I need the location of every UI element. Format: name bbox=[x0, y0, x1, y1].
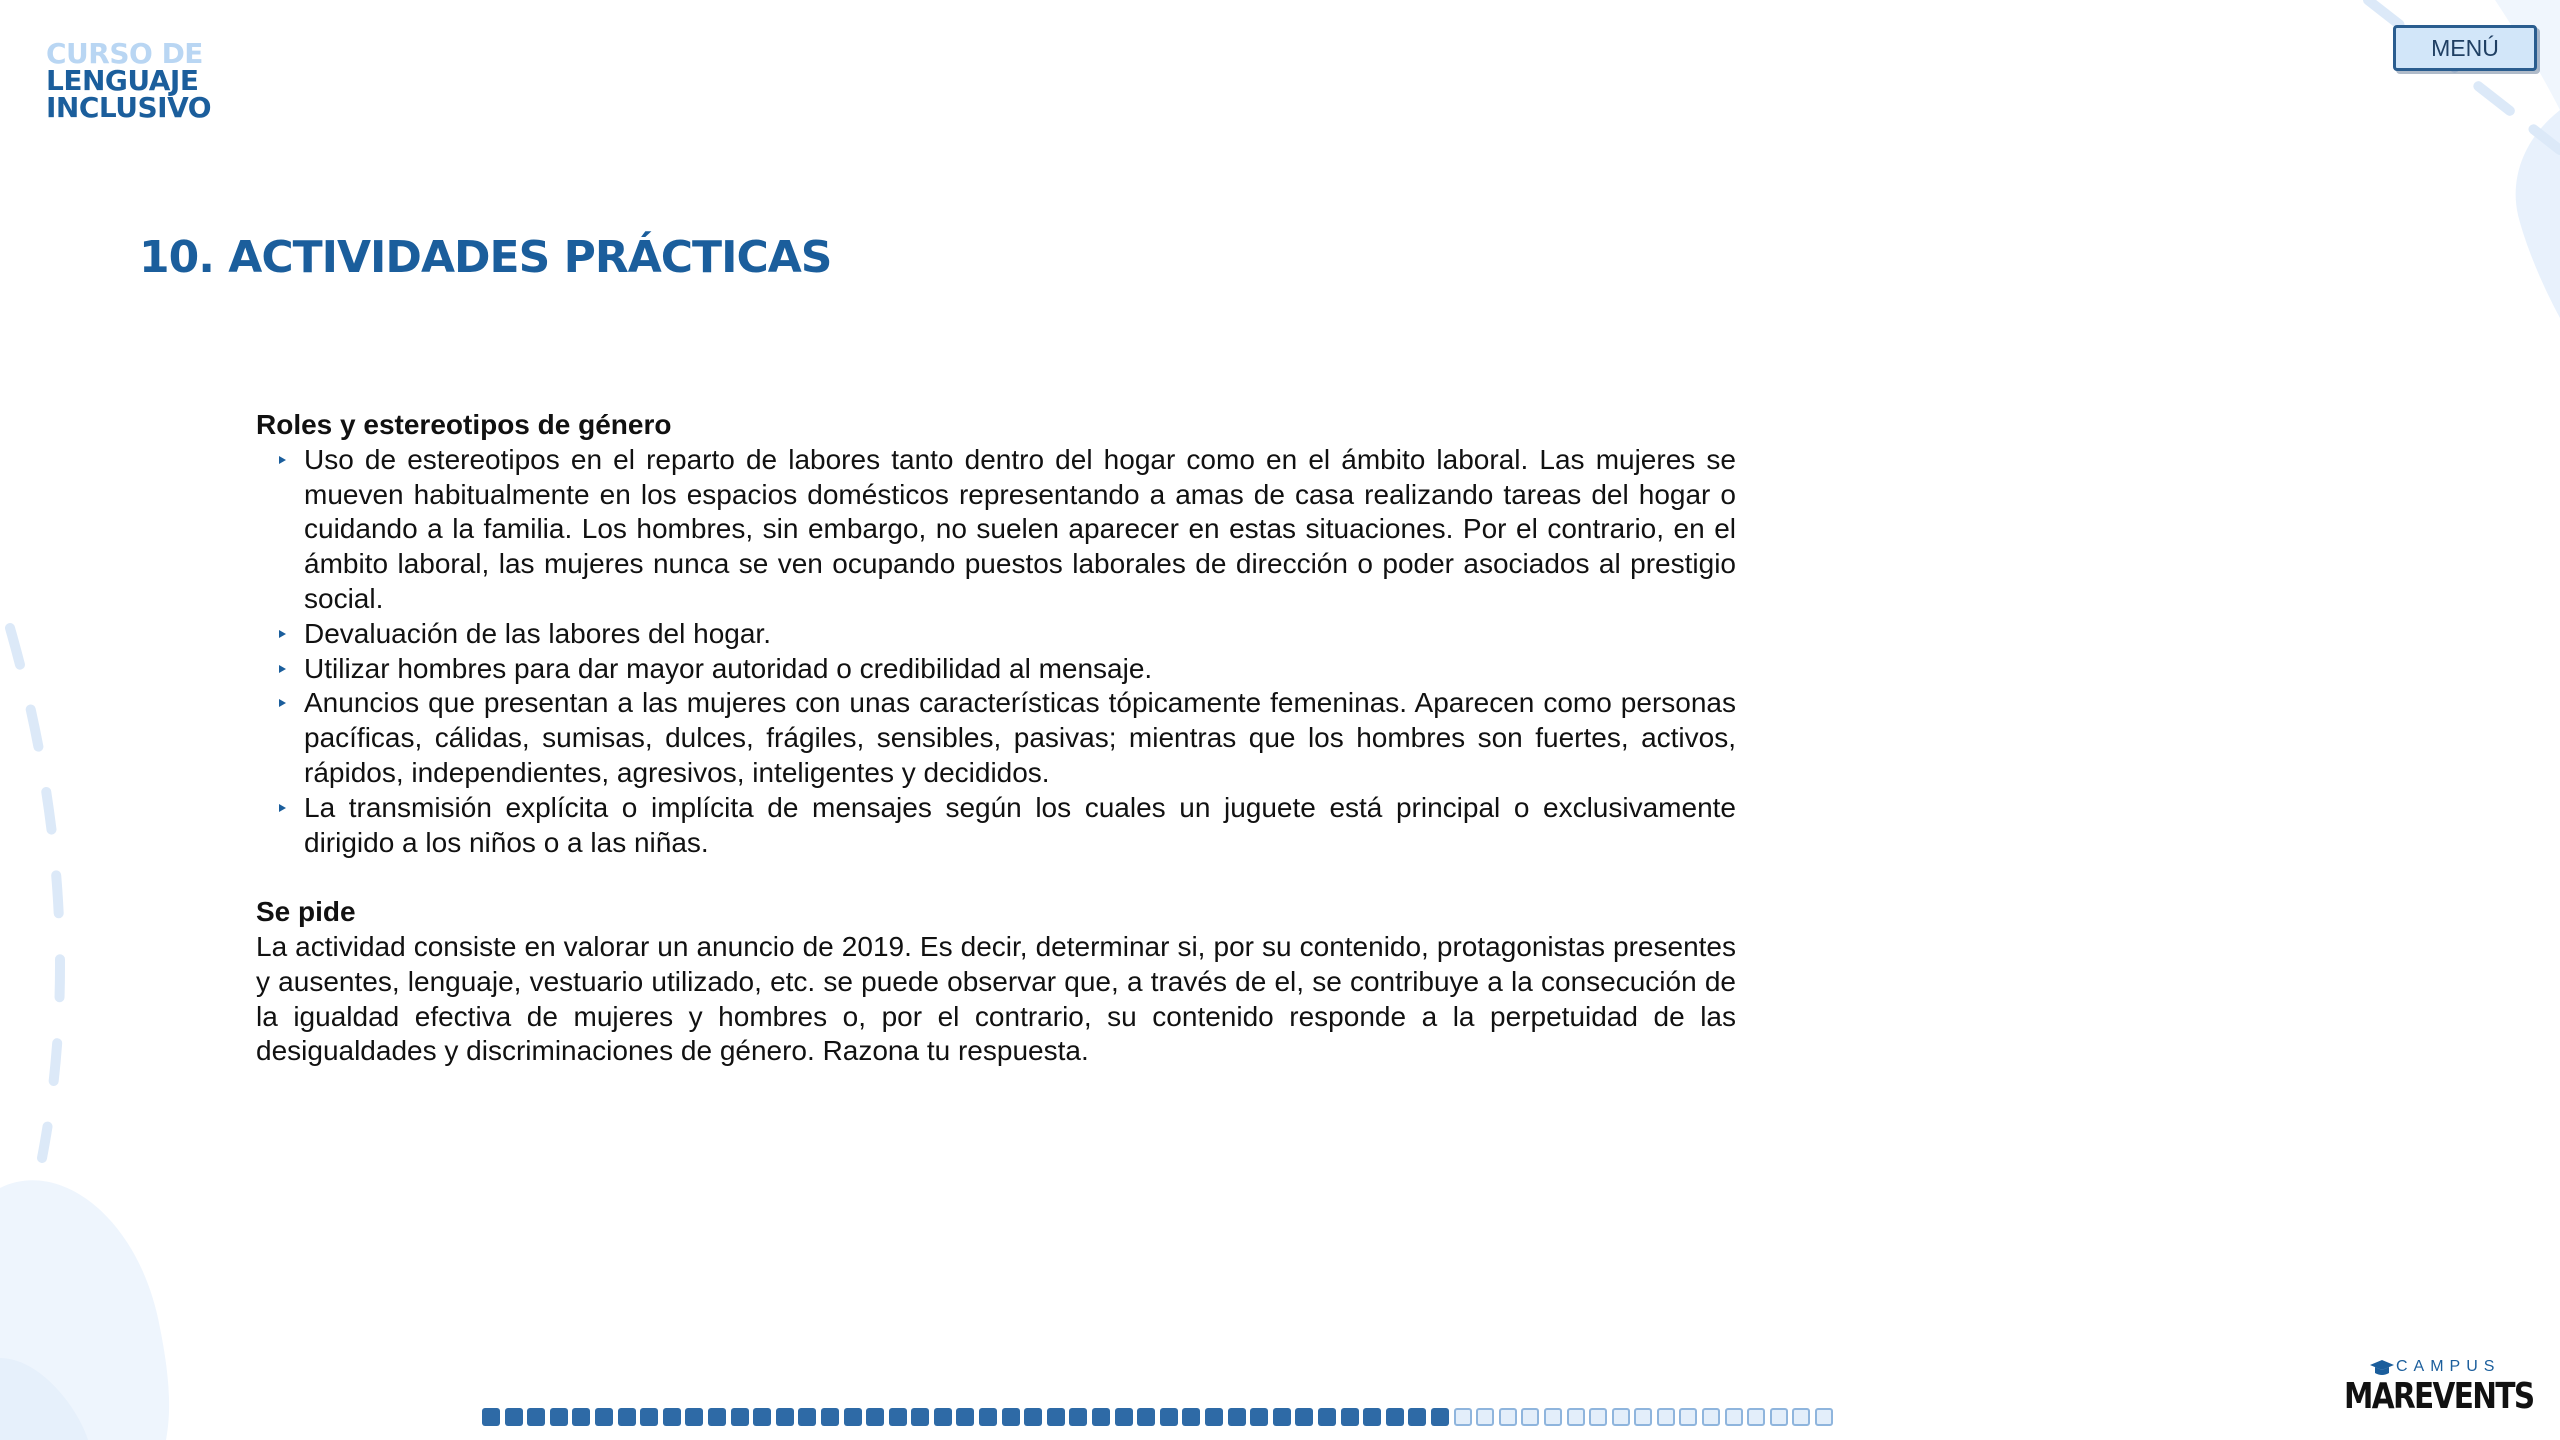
decor-left bbox=[0, 618, 200, 1440]
progress-segment[interactable] bbox=[1567, 1408, 1585, 1426]
course-logo-line3: INCLUSIVO bbox=[46, 91, 212, 124]
progress-segment[interactable] bbox=[1589, 1408, 1607, 1426]
progress-segment[interactable] bbox=[1047, 1408, 1065, 1426]
progress-segment[interactable] bbox=[1069, 1408, 1087, 1426]
list-item bbox=[304, 617, 1736, 652]
progress-segment[interactable] bbox=[482, 1408, 500, 1426]
list-item-text: Utilizar hombres para dar mayor autoridad o credibilidad al mensaje. bbox=[304, 652, 1153, 684]
progress-segment[interactable] bbox=[1499, 1408, 1517, 1426]
progress-segment[interactable] bbox=[572, 1408, 590, 1426]
progress-segment[interactable] bbox=[1341, 1408, 1359, 1426]
progress-segment[interactable] bbox=[1747, 1408, 1765, 1426]
progress-segment[interactable] bbox=[1454, 1408, 1472, 1426]
progress-segment[interactable] bbox=[776, 1408, 794, 1426]
progress-segment[interactable] bbox=[934, 1408, 952, 1426]
progress-segment[interactable] bbox=[1657, 1408, 1675, 1426]
list-item bbox=[304, 686, 1736, 790]
course-logo-line1: CURSO DE bbox=[46, 37, 203, 70]
page-title: 10. ACTIVIDADES PRÁCTICAS bbox=[139, 232, 832, 283]
progress-segment[interactable] bbox=[1725, 1408, 1743, 1426]
progress-segment[interactable] bbox=[1137, 1408, 1155, 1426]
progress-segment[interactable] bbox=[1612, 1408, 1630, 1426]
logo-marevents-text: MAREVENTS bbox=[2344, 1376, 2534, 1417]
progress-segment[interactable] bbox=[1250, 1408, 1268, 1426]
progress-segment[interactable] bbox=[1679, 1408, 1697, 1426]
progress-segment[interactable] bbox=[1205, 1408, 1223, 1426]
progress-segment[interactable] bbox=[708, 1408, 726, 1426]
progress-segment[interactable] bbox=[798, 1408, 816, 1426]
progress-segment[interactable] bbox=[1544, 1408, 1562, 1426]
progress-segment[interactable] bbox=[731, 1408, 749, 1426]
progress-segment[interactable] bbox=[1431, 1408, 1449, 1426]
stereotypes-list bbox=[256, 443, 1736, 861]
progress-segment[interactable] bbox=[1363, 1408, 1381, 1426]
bullet-icon bbox=[279, 665, 286, 673]
bullet-icon bbox=[279, 630, 286, 638]
progress-segment[interactable] bbox=[1115, 1408, 1133, 1426]
list-item-text: La transmisión explícita o implícita de mensajes según los cuales un juguete está principal o exclusivamente dirigido a los niños o a las niñas. bbox=[304, 791, 1736, 858]
progress-segment[interactable] bbox=[1024, 1408, 1042, 1426]
bullet-icon bbox=[279, 804, 286, 812]
progress-segment[interactable] bbox=[640, 1408, 658, 1426]
progress-segment[interactable] bbox=[911, 1408, 929, 1426]
menu-button[interactable]: MENÚ bbox=[2393, 25, 2537, 71]
course-logo bbox=[46, 37, 212, 124]
progress-segment[interactable] bbox=[1002, 1408, 1020, 1426]
progress-segment[interactable] bbox=[1702, 1408, 1720, 1426]
list-item bbox=[304, 443, 1736, 617]
section-heading-task: Se pide bbox=[256, 896, 356, 928]
progress-segment[interactable] bbox=[753, 1408, 771, 1426]
progress-segment[interactable] bbox=[1408, 1408, 1426, 1426]
progress-segment[interactable] bbox=[956, 1408, 974, 1426]
progress-segment[interactable] bbox=[1521, 1408, 1539, 1426]
progress-segment[interactable] bbox=[618, 1408, 636, 1426]
task-description: La actividad consiste en valorar un anuncio de 2019. Es decir, determinar si, por su contenido, protagonistas presentes y ausentes, lenguaje, vestuario utilizado, etc. se puede observar que, a través de el, se contribuye a la consecución de la igualdad efectiva de mujeres y hombres o, por el contrario, su contenido responde a la perpetuidad de las desigualdades y discriminaciones de género. Razona tu respuesta. bbox=[256, 930, 1736, 1067]
progress-bar bbox=[482, 1408, 1833, 1426]
progress-segment[interactable] bbox=[1476, 1408, 1494, 1426]
bullet-icon bbox=[279, 699, 286, 707]
list-item bbox=[304, 652, 1736, 687]
progress-segment[interactable] bbox=[505, 1408, 523, 1426]
progress-segment[interactable] bbox=[844, 1408, 862, 1426]
progress-segment[interactable] bbox=[550, 1408, 568, 1426]
slide-content bbox=[256, 408, 1736, 1069]
progress-segment[interactable] bbox=[1295, 1408, 1313, 1426]
list-item-text: Uso de estereotipos en el reparto de labores tanto dentro del hogar como en el ámbito laboral. Las mujeres se mueven habitualmente en los espacios domésticos representando a amas de casa realizando tareas del hogar o cuidando a la familia. Los hombres, sin embargo, no suelen aparecer en estas situaciones. Por el contrario, en el ámbito laboral, las mujeres nunca se ven ocupando puestos laborales de dirección o poder asociados al prestigio social. bbox=[304, 443, 1736, 614]
logo-campus-text: CAMPUS bbox=[2396, 1358, 2501, 1375]
progress-segment[interactable] bbox=[1815, 1408, 1833, 1426]
progress-segment[interactable] bbox=[1228, 1408, 1246, 1426]
progress-segment[interactable] bbox=[595, 1408, 613, 1426]
progress-segment[interactable] bbox=[1386, 1408, 1404, 1426]
section-heading-roles: Roles y estereotipos de género bbox=[256, 409, 672, 440]
spacer bbox=[256, 860, 1736, 895]
progress-segment[interactable] bbox=[527, 1408, 545, 1426]
bullet-icon bbox=[279, 456, 286, 464]
progress-segment[interactable] bbox=[889, 1408, 907, 1426]
progress-segment[interactable] bbox=[1634, 1408, 1652, 1426]
progress-segment[interactable] bbox=[685, 1408, 703, 1426]
progress-segment[interactable] bbox=[1318, 1408, 1336, 1426]
list-item bbox=[304, 791, 1736, 861]
progress-segment[interactable] bbox=[1092, 1408, 1110, 1426]
list-item-text: Anuncios que presentan a las mujeres con unas características tópicamente femeninas. Aparecen como personas pacíficas, cálidas, sumisas, dulces, frágiles, sensibles, pasivas; mientras que los hombres son fuertes, activos, rápidos, independientes, agresivos, inteligentes y decididos. bbox=[304, 687, 1736, 788]
progress-segment[interactable] bbox=[1792, 1408, 1810, 1426]
progress-segment[interactable] bbox=[821, 1408, 839, 1426]
progress-segment[interactable] bbox=[663, 1408, 681, 1426]
progress-segment[interactable] bbox=[1160, 1408, 1178, 1426]
progress-segment[interactable] bbox=[1770, 1408, 1788, 1426]
progress-segment[interactable] bbox=[979, 1408, 997, 1426]
course-logo-line2: LENGUAJE bbox=[46, 64, 199, 97]
progress-segment[interactable] bbox=[866, 1408, 884, 1426]
list-item-text: Devaluación de las labores del hogar. bbox=[304, 617, 771, 649]
progress-segment[interactable] bbox=[1273, 1408, 1291, 1426]
progress-segment[interactable] bbox=[1182, 1408, 1200, 1426]
